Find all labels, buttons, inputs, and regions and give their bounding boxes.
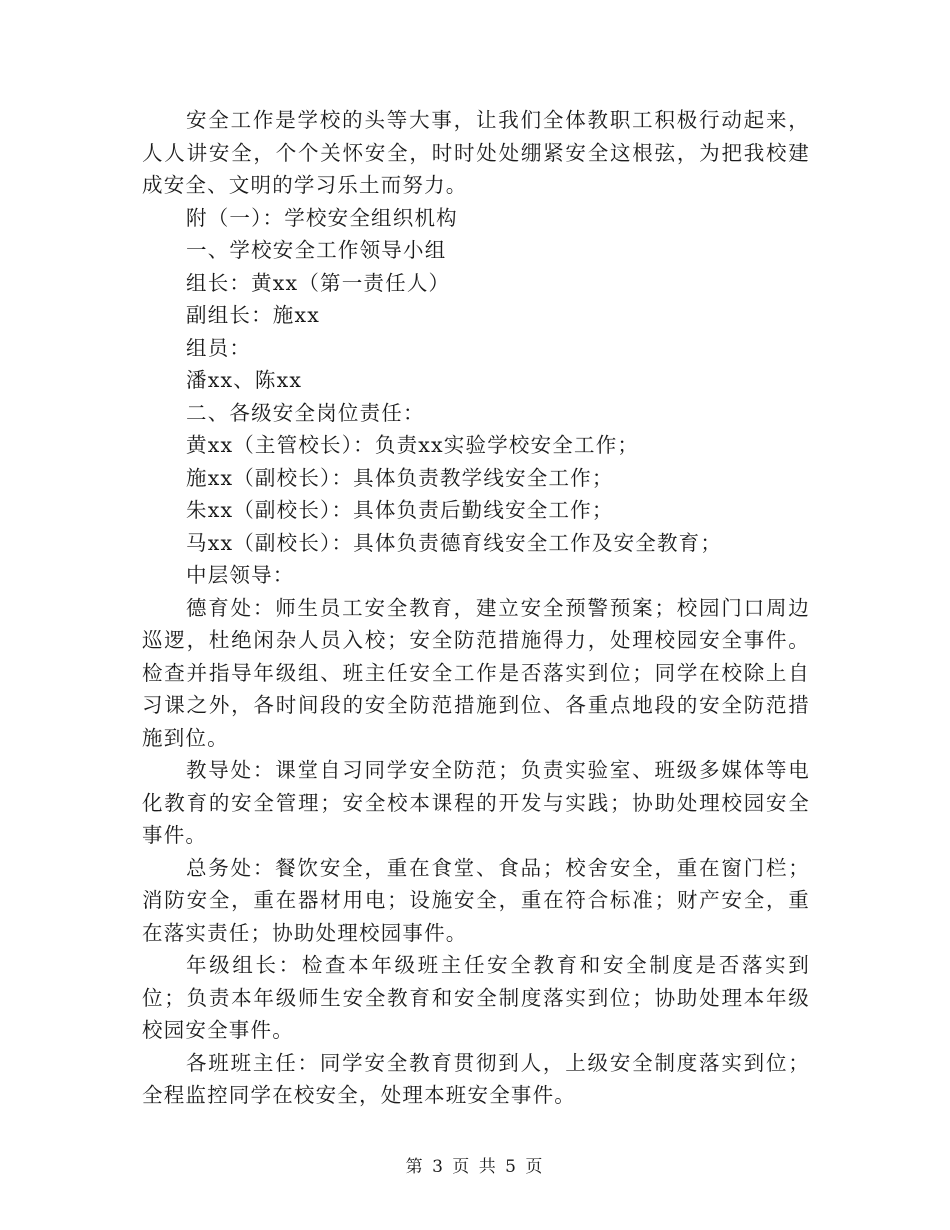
- paragraph-general-affairs: 总务处：餐饮安全，重在食堂、食品；校舍安全，重在窗门栏；消防安全，重在器材用电；设施安全，重在符合标准；财产安全，重在落实责任；协助处理校园事件。: [142, 855, 810, 945]
- paragraph-grade-leaders: 年级组长：检查本年级班主任安全教育和安全制度是否落实到位；负责本年级师生安全教育和安全制度落实到位；协助处理本年级校园安全事件。: [142, 953, 810, 1042]
- responsibility-principal: 黄xx（主管校长）：负责xx实验学校安全工作；: [186, 433, 640, 457]
- group-members: 潘xx、陈xx: [186, 368, 303, 392]
- section-heading-responsibilities: 二、各级安全岗位责任：: [186, 400, 425, 425]
- group-members-label: 组员：: [186, 335, 252, 360]
- deputy-group-leader: 副组长：施xx: [186, 303, 321, 327]
- responsibility-vice-moral: 马xx（副校长）：具体负责德育线安全工作及安全教育；: [186, 530, 723, 555]
- responsibility-vice-logistics: 朱xx（副校长）：具体负责后勤线安全工作；: [186, 498, 614, 522]
- paragraph-teaching-office: 教导处：课堂自习同学安全防范；负责实验室、班级多媒体等电化教育的安全管理；安全校本课程的开发与实践；协助处理校园安全事件。: [142, 758, 810, 847]
- responsibility-vice-teaching: 施xx（副校长）：具体负责教学线安全工作；: [186, 465, 614, 490]
- middle-management-label: 中层领导：: [186, 563, 295, 587]
- page-number-footer: 第 3 页 共 5 页: [405, 1157, 545, 1177]
- document-body: [142, 104, 810, 1112]
- group-leader: 组长：黄xx（第一责任人）: [186, 270, 451, 295]
- paragraph-intro: 安全工作是学校的头等大事，让我们全体教职工积极行动起来，人人讲安全，个个关怀安全，时时处处绷紧安全这根弦，为把我校建成安全、文明的学习乐土而努力。: [142, 108, 810, 197]
- section-heading-leadership-group: 一、学校安全工作领导小组: [186, 238, 447, 262]
- paragraph-class-teachers: 各班班主任：同学安全教育贯彻到人，上级安全制度落实到位；全程监控同学在校安全，处理本班安全事件。: [142, 1050, 810, 1107]
- appendix-title: 附（一）：学校安全组织机构: [186, 205, 458, 230]
- paragraph-moral-office: 德育处：师生员工安全教育，建立安全预警预案；校园门口周边巡逻，杜绝闲杂人员入校；安全防范措施得力，处理校园安全事件。检查并指导年级组、班主任安全工作是否落实到位；同学在校除上自习课之外，各时间段的安全防范措施到位、各重点地段的安全防范措施到位。: [142, 595, 810, 750]
